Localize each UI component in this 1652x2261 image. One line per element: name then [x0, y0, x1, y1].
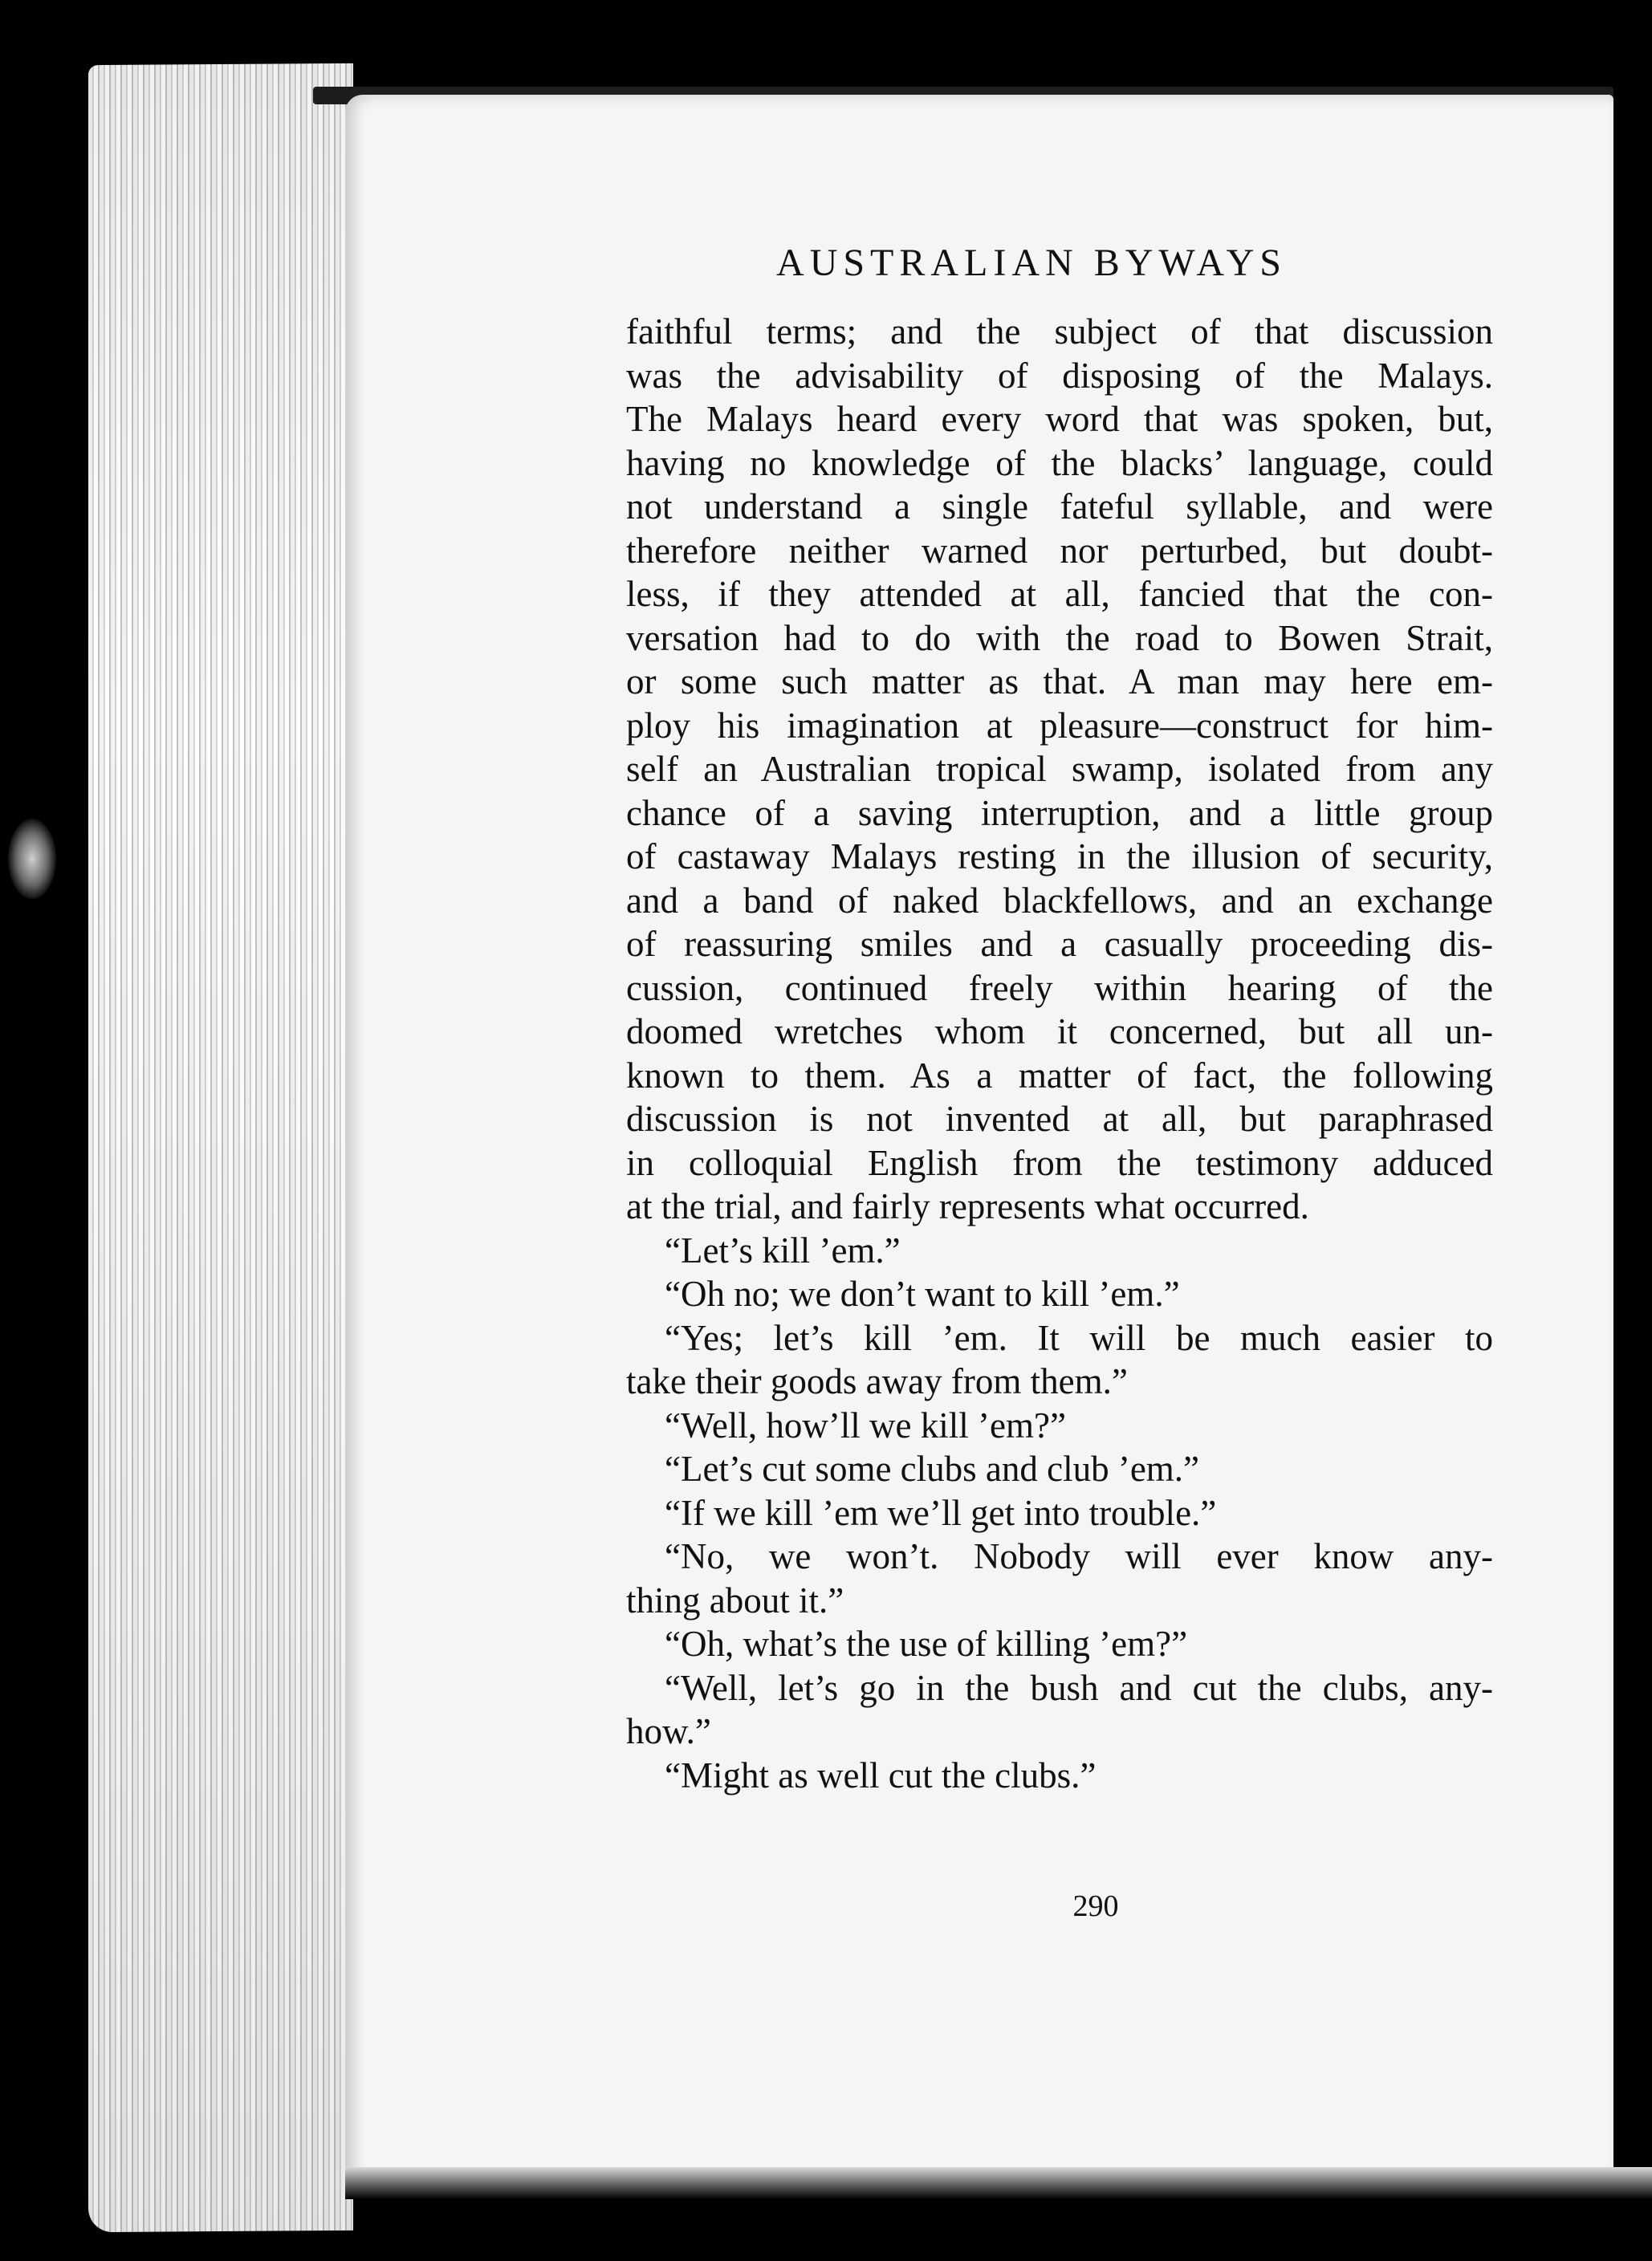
text-line: self an Australian tropical swamp, isolated from any: [626, 749, 1493, 789]
text-line: cussion, continued freely within hearing of the: [626, 967, 1493, 1008]
dialogue-line: thing about it.”: [626, 1580, 844, 1621]
text-line: and a band of naked blackfellows, and an exchange: [626, 880, 1493, 921]
text-line: in colloquial English from the testimony adduced: [626, 1142, 1493, 1183]
dialogue-line: how.”: [626, 1711, 711, 1751]
text-line: ploy his imagination at pleasure—construct for him-: [626, 705, 1493, 746]
dialogue-line: “If we kill ’em we’ll get into trouble.”: [665, 1492, 1217, 1533]
text-line: at the trial, and fairly represents what occurred.: [626, 1186, 1309, 1226]
running-head: AUSTRALIAN BYWAYS: [776, 242, 1287, 284]
text-line: chance of a saving interruption, and a little group: [626, 792, 1493, 833]
text-line: The Malays heard every word that was spoken, but,: [626, 399, 1493, 439]
text-line: was the advisability of disposing of the Malays.: [626, 355, 1493, 396]
text-line: discussion is not invented at all, but paraphrased: [626, 1099, 1493, 1139]
text-line: known to them. As a matter of fact, the following: [626, 1055, 1493, 1096]
text-line: or some such matter as that. A man may here em-: [626, 661, 1493, 701]
dialogue-line: “No, we won’t. Nobody will ever know any-: [665, 1536, 1493, 1576]
dialogue-line: “Well, let’s go in the bush and cut the clubs, any-: [665, 1667, 1493, 1708]
dialogue-line: take their goods away from them.”: [626, 1361, 1128, 1401]
dialogue-line: “Let’s kill ’em.”: [665, 1230, 901, 1271]
page-edges: [88, 63, 353, 2232]
text-line: of reassuring smiles and a casually proceeding dis-: [626, 924, 1493, 964]
dialogue-line: “Oh, what’s the use of killing ’em?”: [665, 1624, 1188, 1664]
light-glare: [8, 819, 56, 899]
dialogue-line: “Well, how’ll we kill ’em?”: [665, 1405, 1066, 1446]
book-page: [345, 95, 1613, 2186]
text-line: of castaway Malays resting in the illusion of security,: [626, 836, 1493, 876]
page-number: 290: [1072, 1889, 1119, 1923]
text-line: not understand a single fateful syllable, and were: [626, 486, 1493, 527]
text-line: having no knowledge of the blacks’ language, could: [626, 442, 1493, 483]
page-bottom-edge: [345, 2167, 1652, 2199]
body-text: [626, 310, 1493, 1797]
text-line: versation had to do with the road to Bowen Strait,: [626, 617, 1493, 658]
text-line: therefore neither warned nor perturbed, but doubt-: [626, 530, 1493, 571]
text-line: faithful terms; and the subject of that discussion: [626, 311, 1493, 352]
text-line: doomed wretches whom it concerned, but all un-: [626, 1011, 1493, 1051]
dialogue-line: “Might as well cut the clubs.”: [665, 1755, 1097, 1795]
dialogue-line: “Oh no; we don’t want to kill ’em.”: [665, 1274, 1180, 1314]
dialogue-line: “Yes; let’s kill ’em. It will be much easier to: [665, 1317, 1493, 1358]
dialogue-line: “Let’s cut some clubs and club ’em.”: [665, 1449, 1200, 1489]
text-line: less, if they attended at all, fancied that the con-: [626, 574, 1493, 614]
